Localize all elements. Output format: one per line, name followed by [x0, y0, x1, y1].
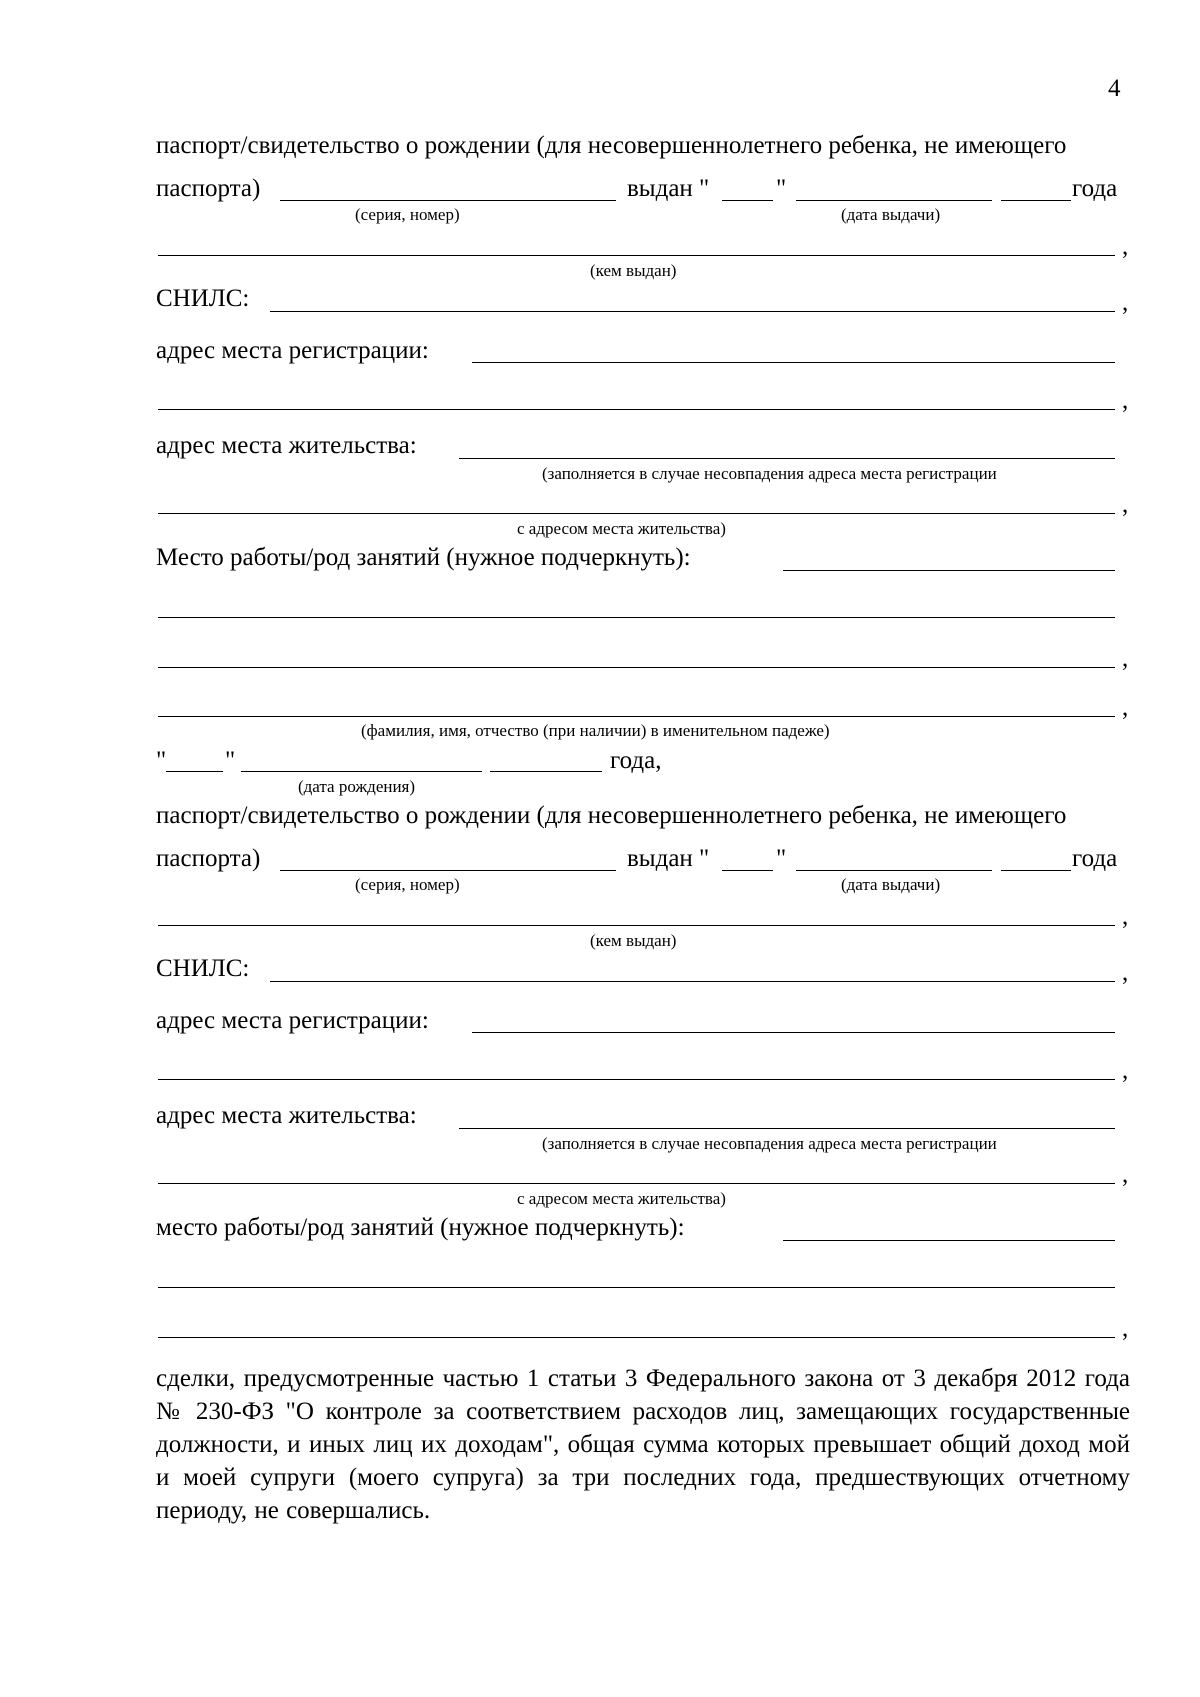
snils-label-2: СНИЛС:: [156, 955, 250, 982]
comma: ,: [1122, 1057, 1129, 1084]
work-label: Место работы/род занятий (нужное подчеркнуть):: [156, 544, 691, 571]
res-address-field-2b[interactable]: [158, 1183, 1115, 1184]
res-address-hint-2b: с адресом места жительства): [517, 1189, 726, 1208]
issue-date-hint-2: (дата выдачи): [841, 875, 941, 894]
snils-field[interactable]: [270, 311, 1115, 312]
reg-address-field-2a[interactable]: [472, 1032, 1115, 1033]
comma: ,: [1122, 1161, 1129, 1188]
res-address-hint: (заполняется в случае несовпадения адреса места регистрации: [542, 464, 997, 483]
comma: ,: [1122, 387, 1129, 414]
snils-field-2[interactable]: [270, 981, 1115, 982]
passport-series-field[interactable]: [280, 200, 616, 201]
res-address-hint-2: с адресом места жительства): [517, 519, 726, 538]
year-label-2: года: [1072, 845, 1118, 872]
issue-year-field[interactable]: [1001, 200, 1071, 201]
birth-month-field[interactable]: [241, 771, 482, 772]
passport-text: паспорт/свидетельство о рождении (для несовершеннолетнего ребенка, не имеющего: [156, 132, 1067, 159]
birth-close-quote: ": [225, 747, 236, 774]
series-hint-2: (серия, номер): [355, 875, 460, 894]
birth-date-hint: (дата рождения): [298, 777, 416, 796]
reg-address-label-2: адрес места регистрации:: [156, 1007, 429, 1034]
issue-day-field[interactable]: [722, 200, 773, 201]
comma: ,: [1122, 491, 1129, 518]
child-name-field[interactable]: [158, 716, 1115, 717]
issue-month-field[interactable]: [796, 200, 992, 201]
work-field-3[interactable]: [158, 667, 1115, 668]
work-field-2[interactable]: [158, 617, 1115, 618]
reg-address-label: адрес места регистрации:: [156, 337, 429, 364]
res-address-field[interactable]: [459, 458, 1115, 459]
comma: ,: [1122, 233, 1129, 260]
issue-month-field-2[interactable]: [796, 870, 992, 871]
birth-year-field[interactable]: [490, 771, 602, 772]
series-hint: (серия, номер): [355, 205, 460, 224]
birth-day-field[interactable]: [166, 771, 223, 772]
page-number: 4: [1108, 75, 1121, 102]
res-address-label-2: адрес места жительства:: [156, 1102, 417, 1129]
reg-address-field[interactable]: [472, 362, 1115, 363]
quote-mark: ": [776, 175, 787, 202]
work-field-2a[interactable]: [783, 1240, 1115, 1241]
comma: ,: [1122, 289, 1129, 316]
work-field-2b[interactable]: [158, 1287, 1115, 1288]
res-address-field-2a[interactable]: [459, 1128, 1115, 1129]
snils-label: СНИЛС:: [156, 285, 250, 312]
issued-label: выдан ": [627, 175, 710, 202]
res-address-label: адрес места жительства:: [156, 432, 417, 459]
issuer-hint-2: (кем выдан): [590, 931, 677, 950]
passport-series-field-2[interactable]: [280, 870, 616, 871]
closing-paragraph: сделки, предусмотренные частью 1 статьи 3 Федерального закона от 3 декабря 2012 года № 230-ФЗ "О контроле за соответствием расходов лиц, замещающих государственные должности, и иных лиц их доходам", общая сумма которых превышает общий доход мой и моей супруги (моего супруга) за три последних года, предшествующих отчетному периоду, не совершались.: [156, 1365, 1130, 1524]
comma: ,: [1122, 694, 1129, 721]
birth-open-quote: ": [156, 747, 167, 774]
passport-label-2: паспорта): [156, 845, 261, 872]
work-label-2: место работы/род занятий (нужное подчеркнуть):: [156, 1214, 685, 1241]
issuer-field-2[interactable]: [158, 925, 1115, 926]
comma: ,: [1122, 645, 1129, 672]
issuer-hint: (кем выдан): [590, 261, 677, 280]
year-label: года: [1072, 175, 1118, 202]
issuer-field[interactable]: [158, 255, 1115, 256]
child-name-hint: (фамилия, имя, отчество (при наличии) в именительном падеже): [361, 721, 830, 740]
comma: ,: [1122, 959, 1129, 986]
issued-label-2: выдан ": [627, 845, 710, 872]
work-field-2c[interactable]: [158, 1337, 1115, 1338]
comma: ,: [1122, 903, 1129, 930]
quote-mark-2: ": [776, 845, 787, 872]
work-field[interactable]: [783, 570, 1115, 571]
issue-date-hint: (дата выдачи): [841, 205, 941, 224]
res-address-field-2[interactable]: [158, 513, 1115, 514]
birth-year-label: года,: [610, 747, 662, 774]
reg-address-field-2b[interactable]: [158, 1079, 1115, 1080]
issue-day-field-2[interactable]: [722, 870, 773, 871]
issue-year-field-2[interactable]: [1001, 870, 1071, 871]
res-address-hint-2a: (заполняется в случае несовпадения адреса места регистрации: [542, 1134, 997, 1153]
passport-label: паспорта): [156, 175, 261, 202]
comma: ,: [1122, 1315, 1129, 1342]
reg-address-field-2[interactable]: [158, 409, 1115, 410]
passport-text-2: паспорт/свидетельство о рождении (для несовершеннолетнего ребенка, не имеющего: [156, 802, 1067, 829]
